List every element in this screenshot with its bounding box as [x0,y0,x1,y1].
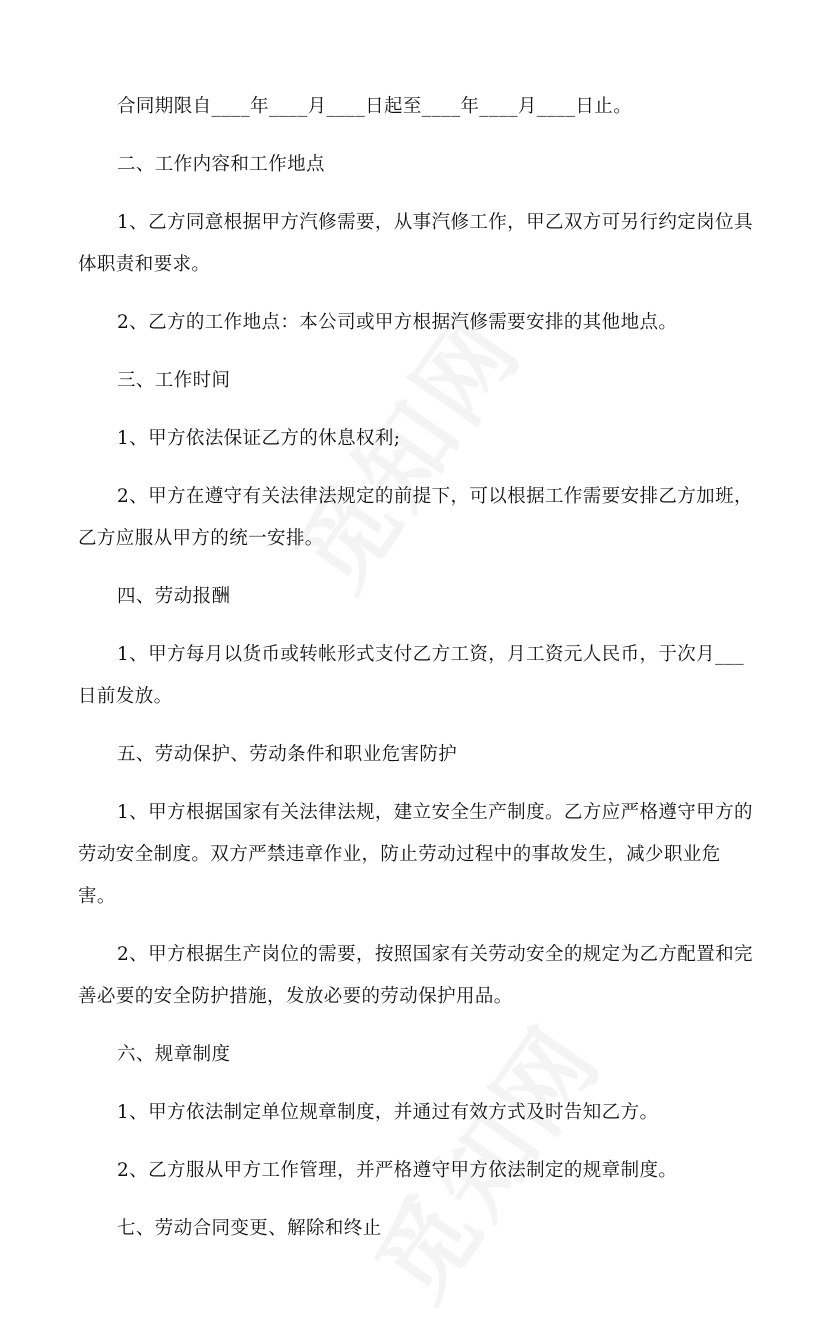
clause-2-1: 1、乙方同意根据甲方汽修需要，从事汽修工作，甲乙双方可另行约定岗位具体职责和要求。 [78,212,753,275]
document-body [78,86,758,1266]
clause-3-2: 2、甲方在遵守有关法律法规定的前提下，可以根据工作需要安排乙方加班，乙方应服从甲方的统一安排。 [78,486,753,549]
section-heading-4: 四、劳动报酬 [117,586,231,607]
clause-3-1: 1、甲方依法保证乙方的休息权利; [117,428,401,449]
clause-4-1: 1、甲方每月以货币或转帐形式支付乙方工资，月工资元人民币，于次月___日前发放。 [78,644,745,707]
clause-2-2: 2、乙方的工作地点：本公司或甲方根据汽修需要安排的其他地点。 [117,312,678,333]
section-heading-7: 七、劳动合同变更、解除和终止 [117,1218,382,1239]
section-heading-3: 三、工作时间 [117,370,231,391]
section-heading-2: 二、工作内容和工作地点 [117,154,325,175]
section-heading-6: 六、规章制度 [117,1044,231,1065]
clause-6-2: 2、乙方服从甲方工作管理，并严格遵守甲方依法制定的规章制度。 [117,1160,678,1181]
clause-6-1: 1、甲方依法制定单位规章制度，并通过有效方式及时告知乙方。 [117,1102,659,1123]
clause-5-1: 1、甲方根据国家有关法律法规，建立安全生产制度。乙方应严格遵守甲方的劳动安全制度。双方严禁违章作业，防止劳动过程中的事故发生，减少职业危害。 [78,802,753,907]
clause-5-2: 2、甲方根据生产岗位的需要，按照国家有关劳动安全的规定为乙方配置和完善必要的安全防护措施，发放必要的劳动保护用品。 [78,944,753,1007]
contract-term-line: 合同期限自____年____月____日起至____年____月____日止。 [117,96,633,117]
section-heading-5: 五、劳动保护、劳动条件和职业危害防护 [117,744,458,765]
